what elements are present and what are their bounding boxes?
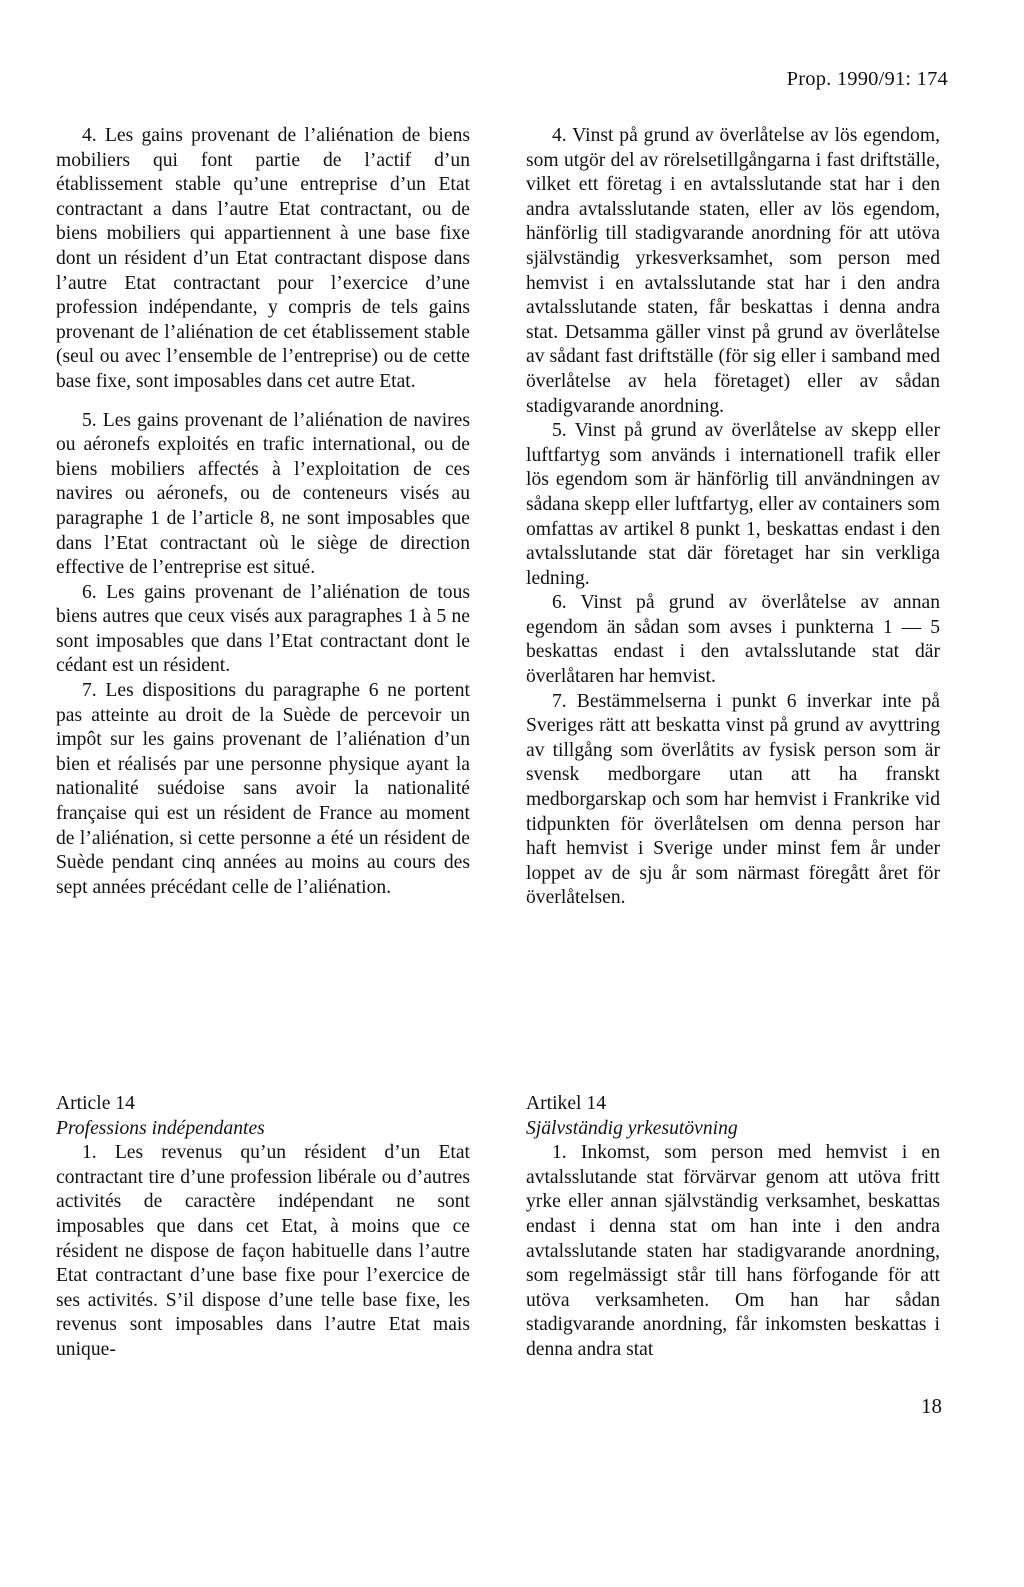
page-number: 18 (921, 1394, 942, 1418)
french-article-title: Professions indépendantes (56, 1117, 265, 1139)
swedish-article-title: Självständig yrkesutövning (526, 1117, 738, 1139)
french-paragraph-6: 6. Les gains provenant de l’aliénation de tous biens autres que ceux visés aux paragraphes 1 à 5 ne sont imposables que dans l’Etat contractant dont le cédant est un résident. (56, 581, 470, 677)
swedish-article-label: Artikel 14 (526, 1093, 606, 1114)
french-text-column (56, 124, 470, 900)
document-reference: Prop. 1990/91: 174 (786, 68, 948, 90)
swedish-paragraph-7: 7. Bestämmelserna i punkt 6 inverkar inte på Sveriges rätt att beskatta vinst på grund av avyttring av tillgång som överlåtits av fysisk person som är svensk medborgare utan att ha franskt medborgarskap och som har hemvist i Frankrike vid tidpunkten för överlåtelsen om denna person har haft hemvist i Sverige under minst fem år under loppet av de sju år som närmast föregått året för överlåtelsen. (526, 690, 940, 909)
french-article-14 (56, 1092, 470, 1363)
swedish-paragraph-5: 5. Vinst på grund av överlåtelse av skepp eller luftfartyg som används i internationell trafik eller lös egendom som är hänförlig till användningen av sådana skepp eller luftfartyg, eller av containers som omfattas av artikel 8 punkt 1, beskattas endast i den avtalsslutande stat där företaget har sin verkliga ledning. (526, 420, 940, 589)
french-paragraph-7: 7. Les dispositions du paragraphe 6 ne portent pas atteinte au droit de la Suède de percevoir un impôt sur les gains provenant de l’aliénation d’un bien et réalisés par une personne physique ayant la nationalité suédoise sans avoir la nationalité française qui est un résident de France au moment de l’aliénation, si cette personne a été un résident de Suède pendant cinq années au moins au cours des sept années précédant celle de l’aliénation. (56, 680, 470, 898)
swedish-article-14 (526, 1092, 940, 1363)
french-article-label: Article 14 (56, 1093, 135, 1114)
french-paragraph-4: 4. Les gains provenant de l’aliénation de biens mobiliers qui font partie de l’actif d’un établissement stable qu’une entreprise d’un Etat contractant a dans l’autre Etat contractant, ou de biens mobiliers qui appartiennent à une base fixe dont un résident d’un Etat contractant dispose dans l’autre Etat contractant pour l’exercice d’une profession indépendante, y compris de tels gains provenant de l’aliénation de cet établissement stable (seul ou avec l’ensemble de l’entreprise) ou de cette base fixe, sont imposables dans cet autre Etat. (56, 125, 470, 392)
swedish-text-column (526, 124, 940, 911)
swedish-paragraph-6: 6. Vinst på grund av överlåtelse av annan egendom än sådan som avses i punkterna 1 — 5 beskattas endast i den avtalsslutande stat där överlåtaren har hemvist. (526, 592, 940, 688)
swedish-article-paragraph: 1. Inkomst, som person med hemvist i en avtalsslutande stat förvärvar genom att utöva fritt yrke eller annan självständig verksamhet, beskattas endast i denna stat om han inte i den andra avtalsslutande staten har stadigvarande anordning, som regelmässigt står till hans förfogande för att utöva verksamheten. Om han har sådan stadigvarande anordning, får inkomsten beskattas i denna andra stat (526, 1142, 940, 1360)
french-paragraph-5: 5. Les gains provenant de l’aliénation de navires ou aéronefs exploités en trafic international, ou de biens mobiliers affectés à l’exploitation de ces navires ou aéronefs, ou de conteneurs visés au paragraphe 1 de l’article 8, ne sont imposables que dans l’Etat contractant où le siège de direction effective de l’entreprise est situé. (56, 409, 470, 579)
swedish-paragraph-4: 4. Vinst på grund av överlåtelse av lös egendom, som utgör del av rörelsetillgångarna i fast driftställe, vilket ett företag i en avtalsslutande stat har i den andra avtalsslutande staten, eller av lös egendom, hänförlig till stadigvarande anordning för att utöva självständig yrkesverksamhet, som person med hemvist i en avtalsslutande stat har i den andra avtalsslutande staten, får beskattas i denna andra stat. Detsamma gäller vinst på grund av överlåtelse av sådant fast driftställe (för sig eller i samband med överlåtelse av hela företaget) eller av sådan stadigvarande anordning. (526, 125, 940, 417)
french-article-paragraph: 1. Les revenus qu’un résident d’un Etat contractant tire d’une profession libérale ou d’autres activités de caractère indépendant ne sont imposables que dans cet Etat, à moins que ce résident ne dispose de façon habituelle dans l’autre Etat contractant d’une base fixe pour l’exercice de ses activités. S’il dispose d’une telle base fixe, les revenus sont imposables dans l’autre Etat mais unique- (56, 1142, 470, 1360)
